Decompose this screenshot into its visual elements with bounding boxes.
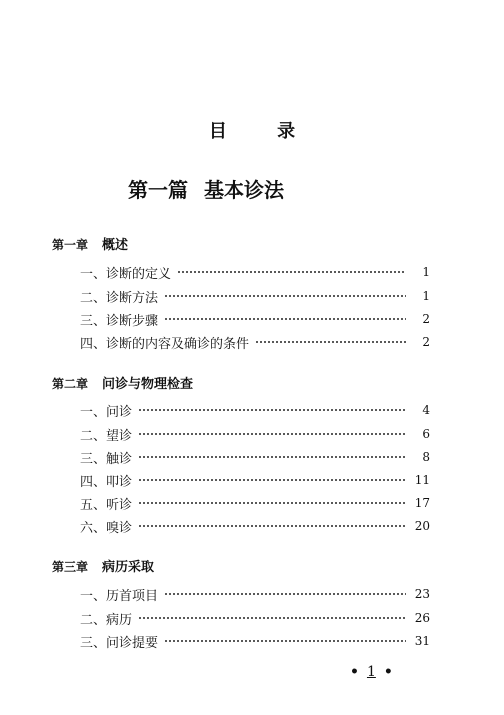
entry-page: 2: [422, 335, 430, 349]
entry-number: 一、: [80, 404, 107, 420]
entry-label: 问诊: [106, 404, 133, 420]
toc-entry[interactable]: [80, 424, 430, 444]
dot-leader: [255, 341, 406, 343]
part-title: [128, 174, 284, 203]
entry-number: 二、: [80, 612, 107, 628]
entry-label: 诊断的内容及确诊的条件: [106, 336, 250, 352]
entry-page: 11: [414, 473, 430, 487]
toc-entry[interactable]: [80, 631, 430, 651]
toc-entry[interactable]: [80, 400, 430, 420]
dot-leader: [164, 640, 406, 642]
entry-label: 诊断步骤: [106, 313, 159, 329]
entry-number: 四、: [80, 474, 107, 490]
dot-leader: [138, 433, 406, 435]
entry-number: 六、: [80, 520, 107, 536]
entry-number: 三、: [80, 313, 107, 329]
footer-dot-right: •: [383, 664, 393, 680]
entry-page: 23: [414, 587, 430, 601]
entry-page: 17: [414, 496, 430, 510]
entry-page: 20: [414, 519, 430, 533]
entry-label: 望诊: [106, 428, 133, 444]
entry-label: 诊断方法: [106, 290, 159, 306]
entry-page: 2: [422, 312, 430, 326]
entry-number: 一、: [80, 588, 107, 604]
toc-entry[interactable]: [80, 608, 430, 628]
entry-label: 历首项目: [106, 588, 159, 604]
toc-entry[interactable]: [80, 516, 430, 536]
toc-entry[interactable]: [80, 493, 430, 513]
entry-number: 一、: [80, 266, 107, 282]
entry-label: 问诊提要: [106, 635, 159, 651]
dot-leader: [138, 409, 406, 411]
entry-page: 8: [422, 450, 430, 464]
dot-leader: [164, 318, 406, 320]
page-title: 目 录: [208, 121, 318, 142]
chapter-number: 第二章: [52, 377, 89, 391]
entry-page: 6: [422, 427, 430, 441]
entry-number: 四、: [80, 336, 107, 352]
part-name: 基本诊法: [204, 178, 284, 202]
entry-page: 26: [414, 611, 430, 625]
chapter-number: 第三章: [52, 560, 89, 574]
toc-entry[interactable]: [80, 447, 430, 467]
entry-number: 二、: [80, 290, 107, 306]
part-number: 第一篇: [128, 178, 188, 202]
footer-dot-left: •: [350, 664, 359, 680]
dot-leader: [138, 479, 406, 481]
toc-entry[interactable]: [80, 286, 430, 306]
chapter-name: 问诊与物理检查: [102, 377, 194, 392]
footer-number: 1: [366, 664, 376, 680]
footer-page-number: [350, 664, 393, 680]
dot-leader: [138, 502, 406, 504]
chapter-heading: [52, 373, 193, 392]
entry-number: 五、: [80, 497, 107, 513]
toc-entry[interactable]: [80, 262, 430, 282]
entry-page: 4: [422, 403, 430, 417]
entry-number: 三、: [80, 635, 107, 651]
chapter-heading: [52, 234, 128, 253]
toc-entry[interactable]: [80, 332, 430, 352]
entry-label: 触诊: [106, 451, 133, 467]
dot-leader: [164, 593, 406, 595]
entry-page: 31: [414, 634, 430, 648]
chapter-heading: [52, 556, 154, 575]
dot-leader: [177, 271, 406, 273]
entry-label: 叩诊: [106, 474, 133, 490]
dot-leader: [138, 525, 406, 527]
dot-leader: [138, 456, 406, 458]
dot-leader: [138, 617, 406, 619]
chapter-name: 病历采取: [102, 560, 155, 575]
entry-label: 诊断的定义: [106, 266, 172, 282]
entry-label: 嗅诊: [106, 520, 133, 536]
entry-page: 1: [422, 265, 430, 279]
entry-number: 三、: [80, 451, 107, 467]
toc-entry[interactable]: [80, 309, 430, 329]
toc-entry[interactable]: [80, 584, 430, 604]
chapter-number: 第一章: [52, 238, 89, 252]
entry-label: 听诊: [106, 497, 133, 513]
dot-leader: [164, 295, 406, 297]
entry-number: 二、: [80, 428, 107, 444]
entry-page: 1: [422, 289, 430, 303]
entry-label: 病历: [106, 612, 133, 628]
chapter-name: 概述: [102, 238, 129, 253]
toc-entry[interactable]: [80, 470, 430, 490]
